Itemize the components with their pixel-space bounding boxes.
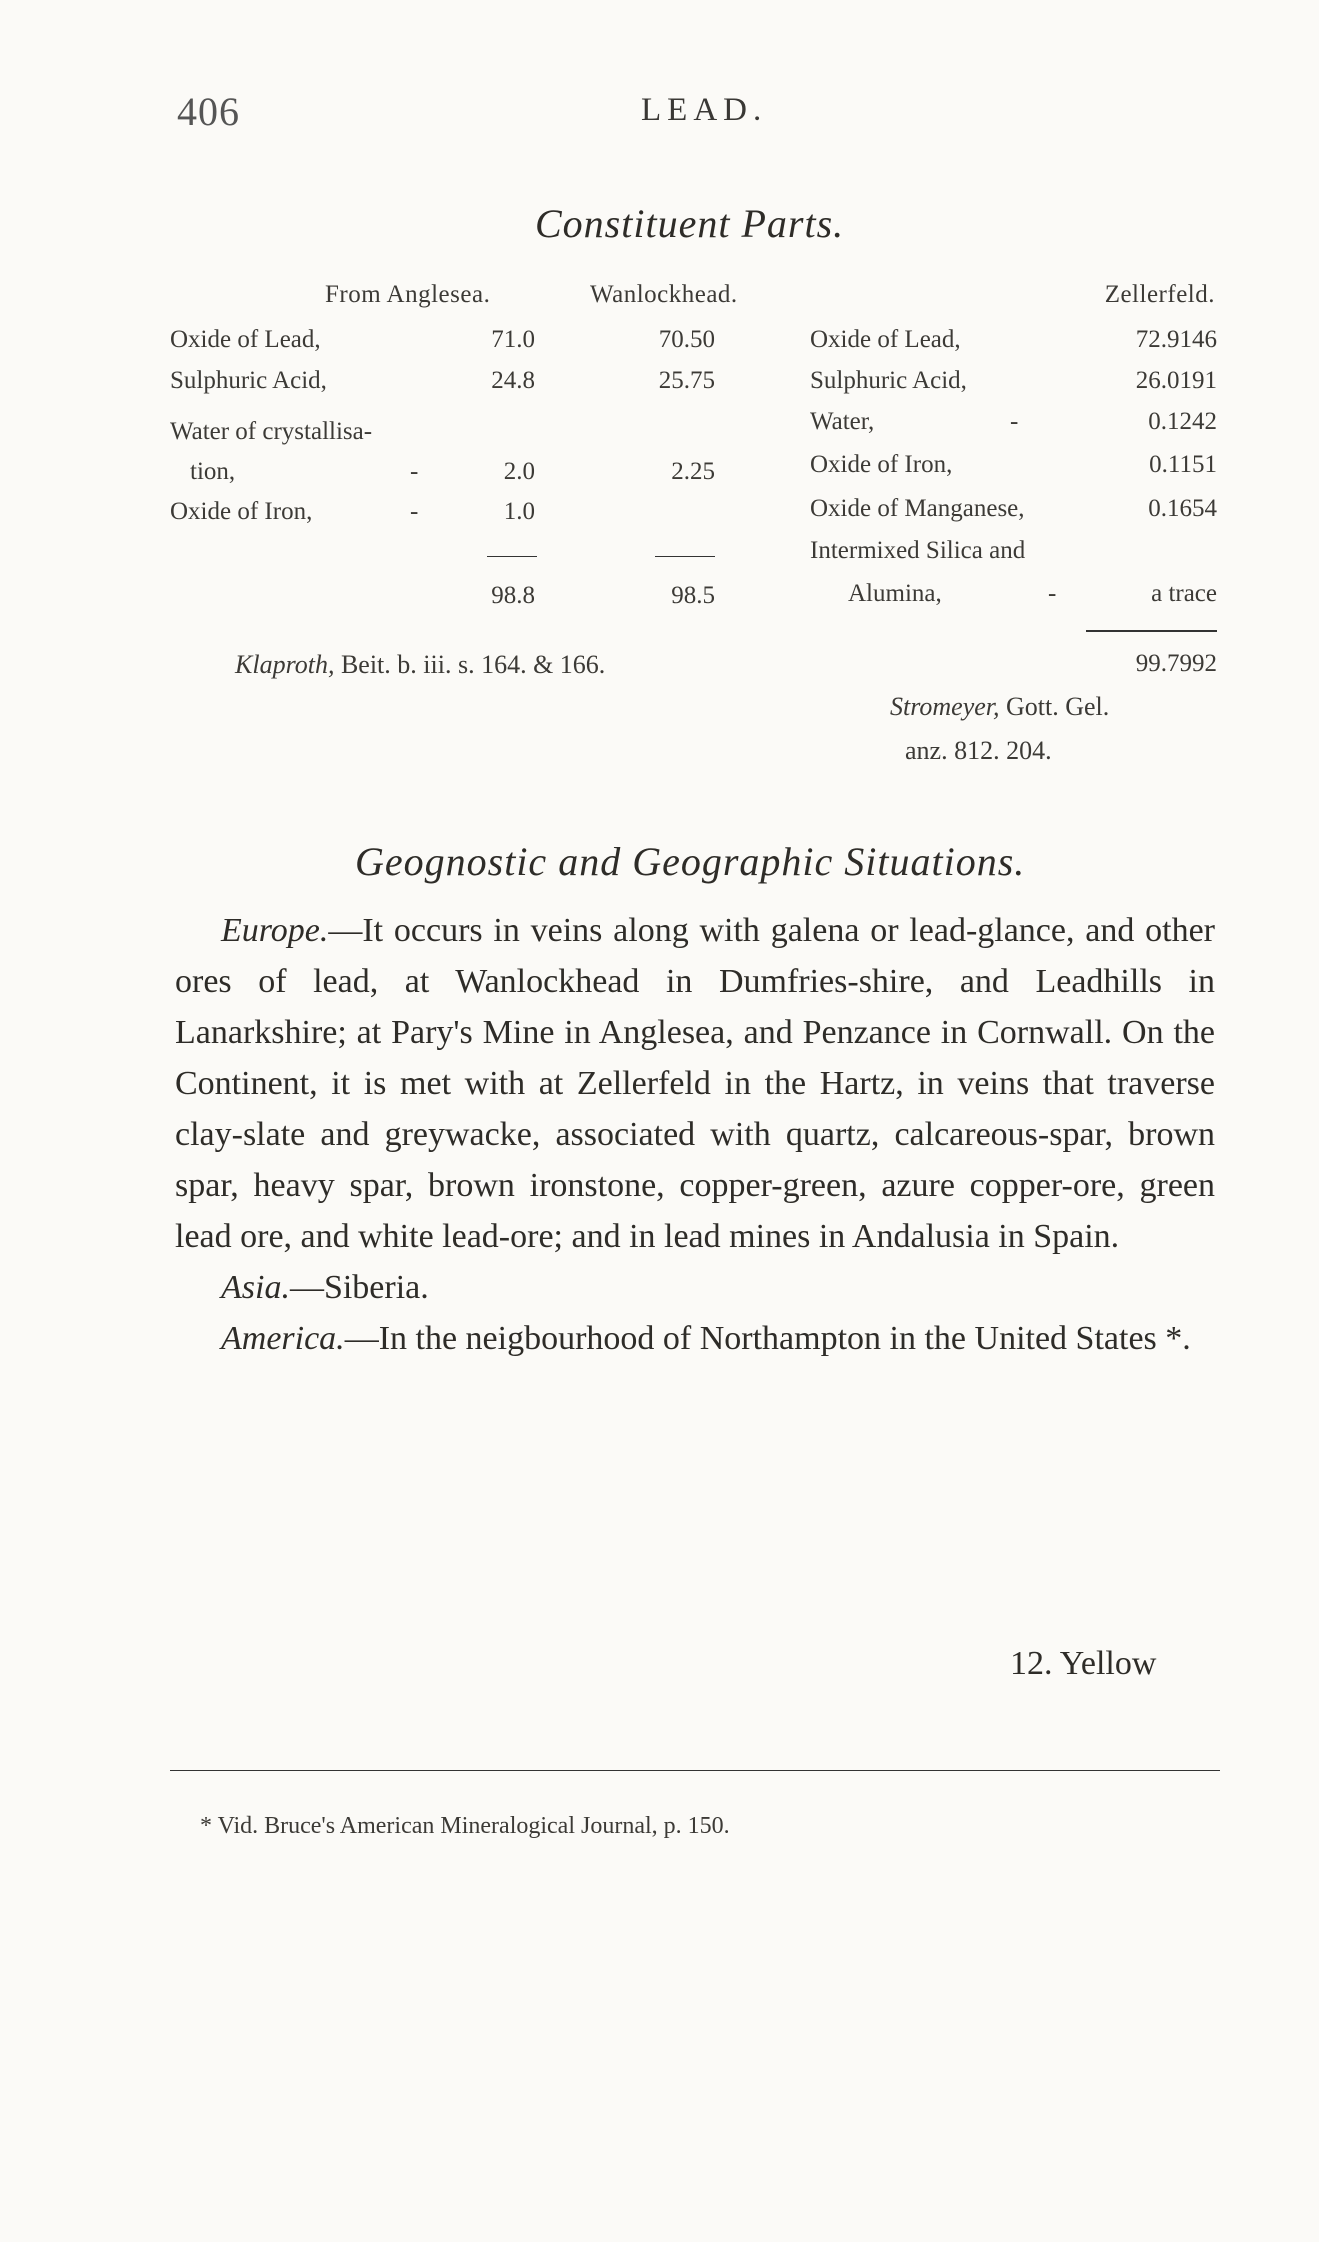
- america-label: America.: [221, 1320, 345, 1357]
- right-row-value: 72.9146: [1135, 326, 1217, 353]
- stromeyer-credit-line2: anz. 812. 204.: [905, 736, 1052, 765]
- col-head-zellerfeld: Zellerfeld.: [1104, 281, 1215, 308]
- right-row-label: Intermixed Silica and: [810, 537, 1026, 564]
- right-row-label: Oxide of Lead,: [810, 326, 961, 353]
- left-row-value-anglesea: 71.0: [491, 326, 535, 353]
- footnote: * Vid. Bruce's American Mineralogical Journal, p. 150.: [200, 1813, 730, 1839]
- constituent-parts-title: Constituent Parts.: [535, 201, 845, 246]
- total-anglesea: 98.8: [491, 582, 535, 609]
- europe-paragraph: [175, 905, 1215, 1262]
- catchword: 12. Yellow: [1010, 1645, 1157, 1682]
- america-text: —In the neigbourhood of Northampton in the United States *.: [344, 1320, 1191, 1357]
- left-row-value-anglesea: 24.8: [491, 367, 535, 394]
- body-text: [175, 905, 1215, 1364]
- leader-dash: -: [1010, 408, 1019, 435]
- col-head-anglesea: From Anglesea.: [325, 281, 491, 308]
- left-row-label: Sulphuric Acid,: [170, 367, 327, 394]
- left-row-value-anglesea: 2.0: [503, 458, 535, 485]
- asia-label: Asia.: [221, 1269, 290, 1306]
- left-row-value-anglesea: 1.0: [503, 498, 535, 525]
- left-row-value-wanlockhead: 25.75: [658, 367, 715, 394]
- sum-rule-wanlockhead: [655, 556, 715, 557]
- credit-source: Gott. Gel.: [1006, 692, 1110, 721]
- left-row-label: Water of crystallisa-: [170, 418, 373, 445]
- right-row-value: a trace: [1151, 580, 1217, 607]
- geognostic-title: Geognostic and Geographic Situations.: [355, 839, 1026, 884]
- left-row-label: Oxide of Iron,: [170, 498, 313, 525]
- leader-dash: -: [1048, 580, 1057, 607]
- col-head-wanlockhead: Wanlockhead.: [590, 281, 738, 308]
- total-wanlockhead: 98.5: [671, 582, 715, 609]
- page-number: 406: [177, 89, 240, 134]
- credit-source: Beit. b. iii. s. 164. & 166.: [340, 650, 606, 679]
- left-row-label: tion,: [190, 458, 236, 485]
- right-row-value: 0.1242: [1148, 408, 1217, 435]
- running-head: LEAD.: [641, 92, 768, 128]
- right-row-value: 0.1151: [1149, 451, 1217, 478]
- stromeyer-credit: [890, 692, 1109, 722]
- credit-author: Klaproth,: [235, 650, 335, 679]
- footnote-rule: [170, 1770, 1220, 1771]
- america-paragraph: [175, 1313, 1215, 1364]
- left-row-value-wanlockhead: 2.25: [671, 458, 715, 485]
- leader-dash: -: [410, 498, 419, 525]
- right-row-label: Water,: [810, 408, 875, 435]
- right-row-label: Oxide of Iron,: [810, 451, 953, 478]
- right-row-value: 0.1654: [1148, 495, 1217, 522]
- sum-rule-zellerfeld: [1086, 630, 1217, 632]
- sum-rule-anglesea: [487, 556, 537, 557]
- total-zellerfeld: 99.7992: [1135, 650, 1217, 677]
- left-row-value-wanlockhead: 70.50: [658, 326, 715, 353]
- credit-author: Stromeyer,: [890, 692, 1000, 721]
- right-row-label: Oxide of Manganese,: [810, 495, 1025, 522]
- right-row-value: 26.0191: [1135, 367, 1217, 394]
- right-row-label: Alumina,: [848, 580, 942, 607]
- europe-label: Europe.: [221, 912, 329, 949]
- right-row-label: Sulphuric Acid,: [810, 367, 967, 394]
- klaproth-credit: [235, 650, 605, 680]
- asia-text: —Siberia.: [289, 1269, 429, 1306]
- europe-text: —It occurs in veins along with galena or lead-glance, and other ores of lead, at Wanlockhead in Dumfries-shire, and Leadhills in Lanarkshire; at Pary's Mine in Anglesea, and Penzance in Cornwall. On the Continent, it is met with at Zellerfeld in the Hartz, in veins that traverse clay-slate and greywacke, associated with quartz, calcareous-spar, brown spar, heavy spar, brown ironstone, copper-green, azure copper-ore, green lead ore, and white lead-ore; and in lead mines in Andalusia in Spain.: [175, 912, 1215, 1255]
- left-row-label: Oxide of Lead,: [170, 326, 321, 353]
- asia-paragraph: [175, 1262, 1215, 1313]
- leader-dash: -: [410, 458, 419, 485]
